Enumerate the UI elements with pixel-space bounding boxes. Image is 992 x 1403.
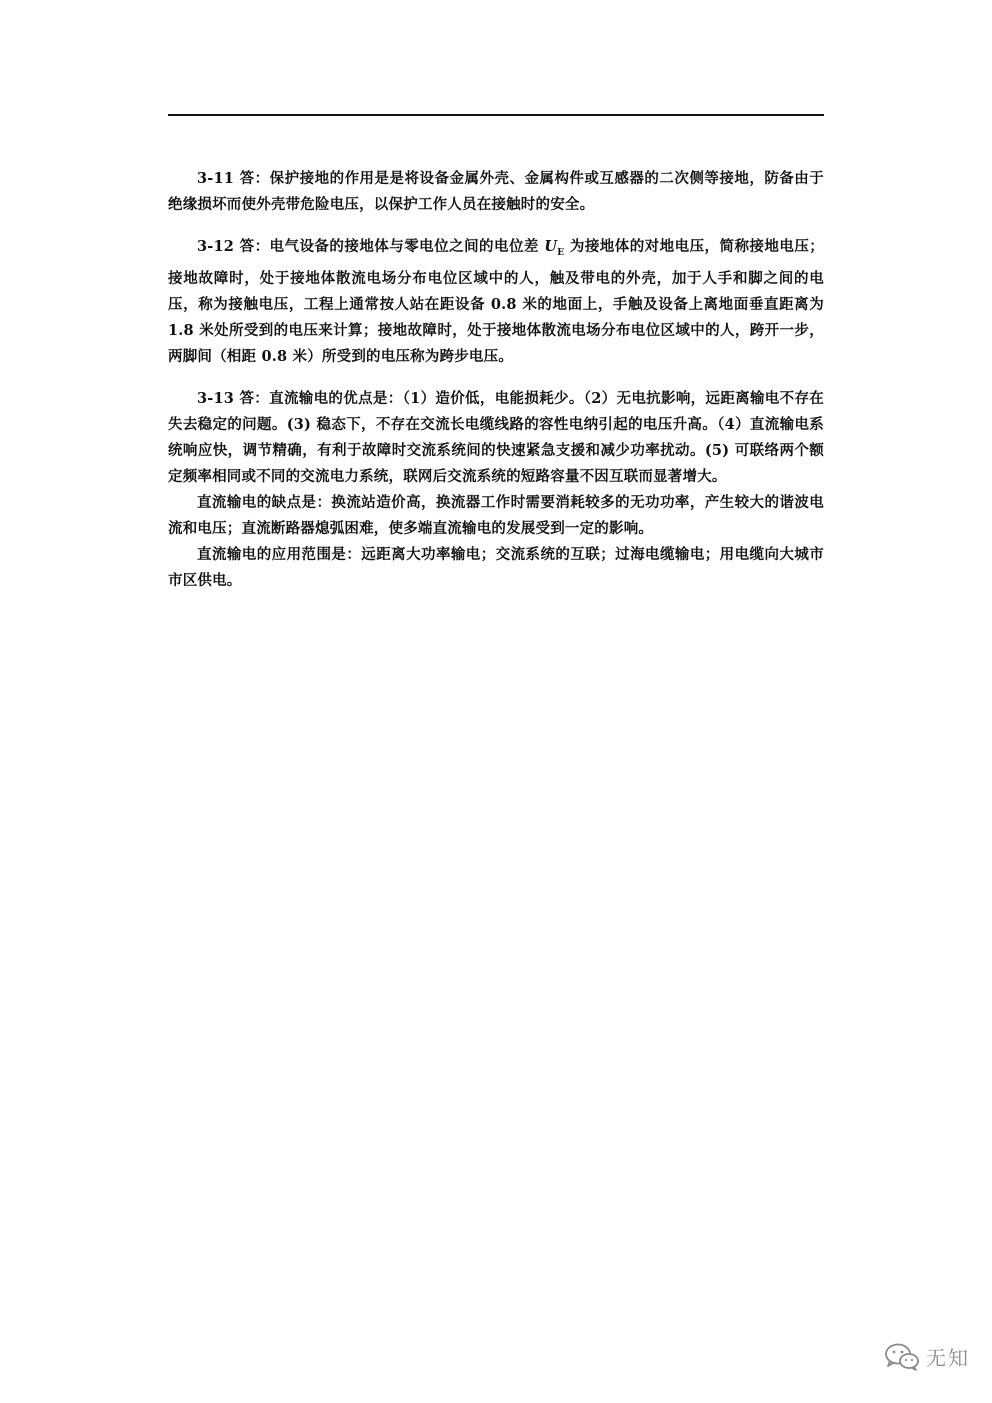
- answer-3-12-part-b: 为接地体的对地电压，简称接地电压；接地故障时，处于接地体散流电场分布电位区域中的人，触及带电的外壳，加于人手和脚之间的电压，称为接触电压，工程上通常按人站在距设备 0.8 米的地面上，手触及设备上离地面垂直距离为 1.8 米处所受到的电压来计算；接地故障时，处于接地体散流电场分布电位区域中的人，跨开一步，两脚间（相距 0.8 米）所受到的电压称为跨步电压。: [168, 238, 824, 365]
- voltage-subscript: E: [557, 247, 565, 258]
- header-rule: [168, 114, 824, 116]
- watermark-label: 无知: [926, 1346, 970, 1370]
- answer-3-12-part-a: 3-12 答：电气设备的接地体与零电位之间的电位差: [197, 238, 539, 255]
- wechat-icon: [884, 1343, 920, 1371]
- watermark: [884, 1342, 970, 1371]
- answer-3-13: 3-13 答：直流输电的优点是：（1）造价低，电能损耗少。（2）无电抗影响，远距离输电不存在失去稳定的问题。(3) 稳态下，不存在交流长电缆线路的容性电纳引起的电压升高。（4）直流输电系统响应快，调节精确，有利于故障时交流系统间的快速紧急支援和减少功率扰动。(5) 可联络两个额定频率相同或不同的交流电力系统，联网后交流系统的短路容量不因互联而显著增大。: [168, 389, 824, 485]
- dc-disadvantages: 直流输电的缺点是：换流站造价高，换流器工作时需要消耗较多的无功功率，产生较大的谐波电流和电压；直流断路器熄弧困难，使多端直流输电的发展受到一定的影响。: [168, 493, 824, 537]
- answer-3-12: [168, 234, 824, 370]
- dc-applications: 直流输电的应用范围是：远距离大功率输电；交流系统的互联；过海电缆输电；用电缆向大城市市区供电。: [168, 545, 824, 589]
- answer-3-11: 3-11 答：保护接地的作用是是将设备金属外壳、金属构件或互感器的二次侧等接地，防备由于绝缘损坏而使外壳带危险电压，以保护工作人员在接触时的安全。: [168, 170, 824, 213]
- voltage-symbol: U: [544, 238, 558, 255]
- document-body: [168, 166, 824, 594]
